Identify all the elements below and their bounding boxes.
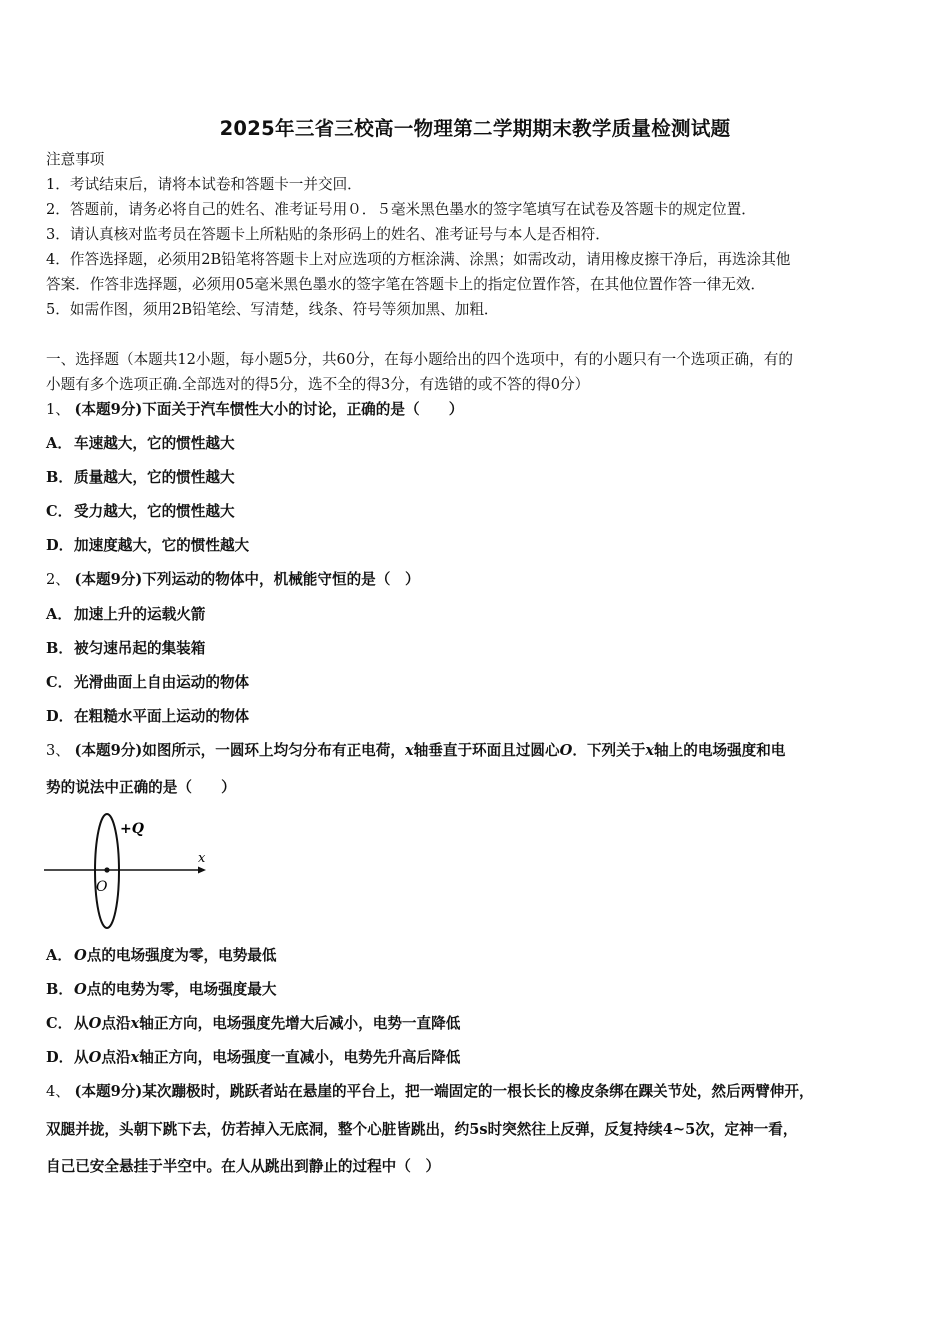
question-2-stem [46, 570, 420, 590]
question-1-option-d: D．加速度越大，它的惯性越大 [46, 537, 250, 554]
notice-item: 答案．作答非选择题，必须用05毫米黑色墨水的签字笔在答题卡上的指定位置作答，在其他位置作答一律无效． [46, 276, 766, 293]
question-2-option-a: A． 加速上升的运载火箭 [46, 606, 206, 623]
question-number: 3、 [46, 742, 70, 759]
question-3-option-a: A． O点的电场强度为零，电势最低 [46, 947, 277, 964]
question-2-option-c: C． 光滑曲面上自由运动的物体 [46, 674, 250, 691]
question-3-stem-cont: 势的说法中正确的是（ ） [46, 779, 236, 796]
charge-label: +Q [120, 821, 144, 837]
question-text: (本题9分)下列运动的物体中，机械能守恒的是（ ） [74, 571, 420, 588]
question-2-option-d: D．在粗糙水平面上运动的物体 [46, 708, 250, 725]
question-4-stem [46, 1082, 814, 1102]
question-number: 4、 [46, 1083, 70, 1100]
question-3-stem: 3、 (本题9分)如图所示，一圆环上均匀分布有正电荷，x轴垂直于环面且过圆心O．下列关于x轴上的电场强度和电 [46, 742, 786, 759]
axis-label: x [198, 851, 206, 866]
page-title: 2025年三省三校高一物理第二学期期末教学质量检测试题 [219, 117, 731, 140]
notice-item: 1．考试结束后，请将本试卷和答题卡一并交回． [46, 176, 362, 193]
question-3-option-c: C． 从O点沿x轴正方向，电场强度先增大后减小，电势一直降低 [46, 1015, 461, 1032]
notice-heading: 注意事项 [46, 151, 105, 168]
question-2-option-b: B．被匀速吊起的集装箱 [46, 640, 206, 657]
origin-dot [104, 867, 109, 872]
ring-charge-figure [40, 810, 220, 932]
question-text: (本题9分)下面关于汽车惯性大小的讨论，正确的是（ ） [74, 401, 464, 418]
question-number: 2、 [46, 571, 70, 588]
question-4-stem-cont: 自己已安全悬挂于半空中。在人从跳出到静止的过程中（ ） [46, 1158, 441, 1175]
notice-item: 5．如需作图，须用2B铅笔绘、写清楚，线条、符号等须加黑、加粗． [46, 301, 499, 318]
question-1-option-c: C． 受力越大，它的惯性越大 [46, 503, 235, 520]
section-heading: 一、选择题（本题共12小题，每小题5分，共60分，在每小题给出的四个选项中，有的小题只有一个选项正确，有的 [46, 351, 793, 368]
question-1-stem [46, 400, 463, 420]
origin-label: O [96, 879, 108, 895]
question-1-option-a: A． 车速越大，它的惯性越大 [46, 435, 235, 452]
question-1-option-b: B．质量越大，它的惯性越大 [46, 469, 235, 486]
x-axis-arrow [198, 867, 206, 874]
section-heading-cont: 小题有多个选项正确.全部选对的得5分，选不全的得3分，有选错的或不答的得0分） [46, 376, 590, 393]
question-number: 1、 [46, 401, 70, 418]
question-text: (本题9分)某次蹦极时，跳跃者站在悬崖的平台上，把一端固定的一根长长的橡皮条绑在踝关节处，然后两臂伸开， [74, 1083, 814, 1100]
question-3-option-d: D．从O点沿x轴正方向，电场强度一直减小，电势先升高后降低 [46, 1049, 461, 1066]
notice-item: 2．答题前，请务必将自己的姓名、准考证号用０．５毫米黑色墨水的签字笔填写在试卷及答题卡的规定位置． [46, 201, 756, 218]
question-3-option-b: B．O点的电势为零，电场强度最大 [46, 981, 277, 998]
notice-item: 4．作答选择题，必须用2B铅笔将答题卡上对应选项的方框涂满、涂黑；如需改动，请用橡皮擦干净后，再选涂其他 [46, 251, 791, 268]
notice-item: 3．请认真核对监考员在答题卡上所粘贴的条形码上的姓名、准考证号与本人是否相符． [46, 226, 610, 243]
question-4-stem-cont: 双腿并拢，头朝下跳下去，仿若掉入无底洞，整个心脏皆跳出，约5s时突然往上反弹，反复持续4~5次，定神一看， [46, 1121, 798, 1138]
